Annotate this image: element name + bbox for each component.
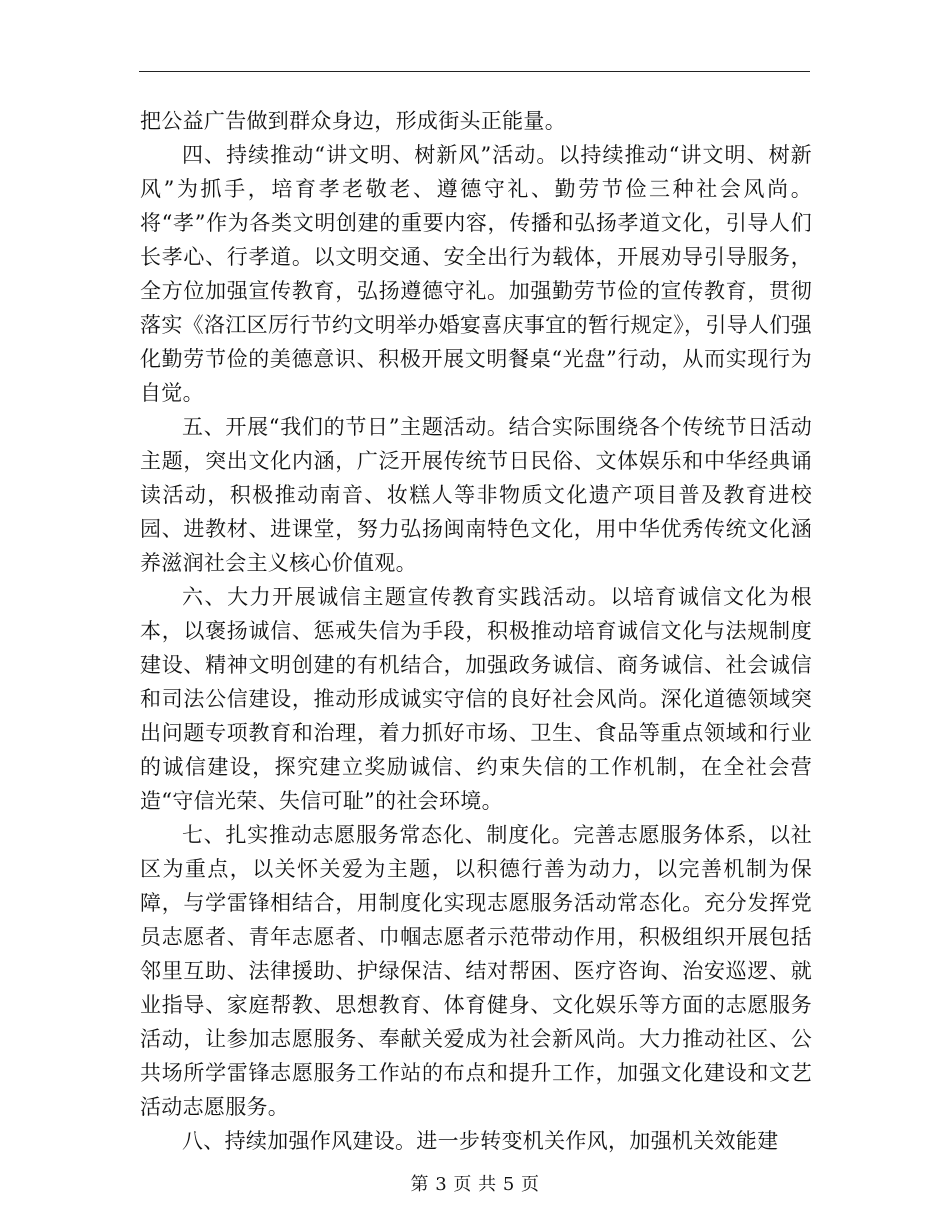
header-rule	[139, 71, 810, 72]
page-number-footer: 第 3 页 共 5 页	[410, 1174, 540, 1195]
paragraph-section-4: 四、持续推动“讲文明、树新风”活动。以持续推动“讲文明、树新风”为抓手，培育孝老敬老、遵德守礼、勤劳节俭三种社会风尚。将“孝”作为各类文明创建的重要内容，传播和弘扬孝道文化，引导人们长孝心、行孝道。以文明交通、安全出行为载体，开展劝导引导服务，全方位加强宣传教育，弘扬遵德守礼。加强勤劳节俭的宣传教育，贯彻落实《洛江区厉行节约文明举办婚宴喜庆事宜的暂行规定》，引导人们强化勤劳节俭的美德意识、积极开展文明餐桌“光盘”行动，从而实现行为自觉。	[140, 143, 812, 405]
paragraph-section-6: 六、大力开展诚信主题宣传教育实践活动。以培育诚信文化为根本，以褒扬诚信、惩戒失信为手段，积极推动培育诚信文化与法规制度建设、精神文明创建的有机结合，加强政务诚信、商务诚信、社会诚信和司法公信建设，推动形成诚实守信的良好社会风尚。深化道德领域突出问题专项教育和治理，着力抓好市场、卫生、食品等重点领域和行业的诚信建设，探究建立奖励诚信、约束失信的工作机制，在全社会营造“守信光荣、失信可耻”的社会环境。	[140, 585, 812, 813]
paragraph-continued: 把公益广告做到群众身边，形成街头正能量。	[140, 109, 566, 133]
document-body	[140, 104, 812, 1158]
paragraph-section-5: 五、开展“我们的节日”主题活动。结合实际围绕各个传统节日活动主题，突出文化内涵，广泛开展传统节日民俗、文体娱乐和中华经典诵读活动，积极推动南音、妆糕人等非物质文化遗产项目普及教育进校园、进教材、进课堂，努力弘扬闽南特色文化，用中华优秀传统文化涵养滋润社会主义核心价值观。	[140, 415, 812, 575]
paragraph-section-8: 八、持续加强作风建设。进一步转变机关作风，加强机关效能建	[182, 1129, 779, 1153]
paragraph-section-7: 七、扎实推动志愿服务常态化、制度化。完善志愿服务体系，以社区为重点，以关怀关爱为主题，以积德行善为动力，以完善机制为保障，与学雷锋相结合，用制度化实现志愿服务活动常态化。充分发挥党员志愿者、青年志愿者、巾帼志愿者示范带动作用，积极组织开展包括邻里互助、法律援助、护绿保洁、结对帮困、医疗咨询、治安巡逻、就业指导、家庭帮教、思想教育、体育健身、文化娱乐等方面的志愿服务活动，让参加志愿服务、奉献关爱成为社会新风尚。大力推动社区、公共场所学雷锋志愿服务工作站的布点和提升工作，加强文化建设和文艺活动志愿服务。	[140, 823, 812, 1119]
